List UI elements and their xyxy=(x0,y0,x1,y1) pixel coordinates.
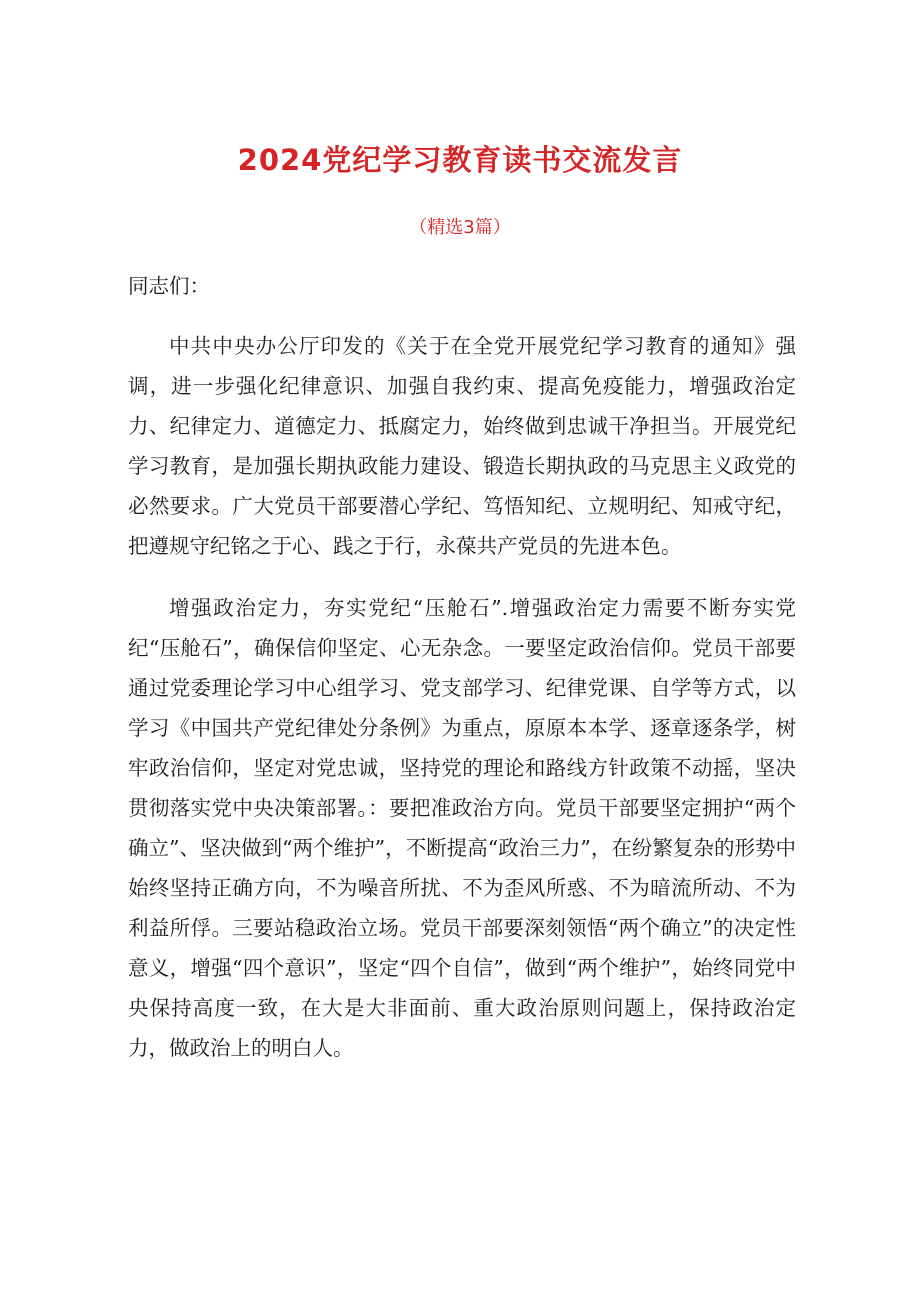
document-subtitle: （精选3篇） xyxy=(409,217,511,238)
salutation: 同志们： xyxy=(128,274,210,298)
paragraph-2: 增强政治定力，夯实党纪“压舱石”.增强政治定力需要不断夯实党纪“压舱石”，确保信仰坚定、心无杂念。一要坚定政治信仰。党员干部要通过党委理论学习中心组学习、党支部学习、纪律党课、自学等方式，以学习《中国共产党纪律处分条例》为重点，原原本本学、逐章逐条学，树牢政治信仰，坚定对党忠诚，坚持党的理论和路线方针政策不动摇，坚决贯彻落实党中央决策部署。：要把准政治方向。党员干部要坚定拥护“两个确立”、坚决做到“两个维护”，不断提高“政治三力”，在纷繁复杂的形势中始终坚持正确方向，不为噪音所扰、不为歪风所惑、不为暗流所动、不为利益所俘。三要站稳政治立场。党员干部要深刻领悟“两个确立”的决定性意义，增强“四个意识”，坚定“四个自信”，做到“两个维护”，始终同党中央保持高度一致，在大是大非面前、重大政治原则问题上，保持政治定力，做政治上的明白人。 xyxy=(128,596,796,1060)
document-title: 2024党纪学习教育读书交流发言 xyxy=(237,143,683,177)
paragraph-1: 中共中央办公厅印发的《关于在全党开展党纪学习教育的通知》强调，进一步强化纪律意识、加强自我约束、提高免疫能力，增强政治定力、纪律定力、道德定力、抵腐定力，始终做到忠诚干净担当。开展党纪学习教育，是加强长期执政能力建设、锻造长期执政的马克思主义政党的必然要求。广大党员干部要潜心学纪、笃悟知纪、立规明纪、知戒守纪，把遵规守纪铭之于心、践之于行，永葆共产党员的先进本色。 xyxy=(128,334,796,558)
document-body xyxy=(128,266,796,1090)
